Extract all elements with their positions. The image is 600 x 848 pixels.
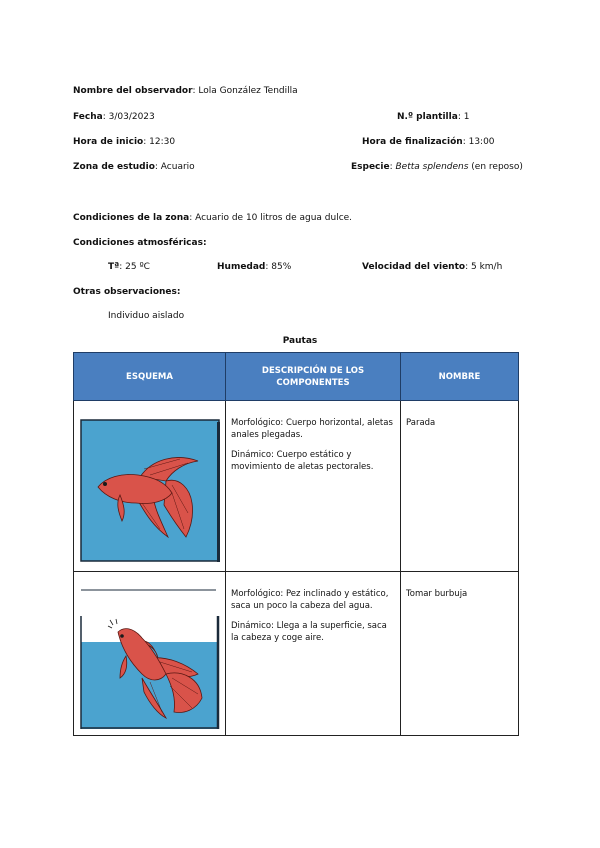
observer-value: Lola González Tendilla [198,86,298,96]
schema-cell [74,401,226,572]
zone-conditions-value: Acuario de 10 litros de agua dulce. [195,213,353,223]
sheet-label: N.º plantilla [397,112,458,122]
header-schema: ESQUEMA [74,353,226,401]
date-label: Fecha [73,112,103,122]
patterns-table [73,352,519,736]
date-line: Fecha: 3/03/2023 [73,112,155,122]
dynamic-description: Dinámico: Llega a la superficie, saca la cabeza y coge aire. [231,621,387,643]
name-cell [401,572,519,736]
dynamic-description: Dinámico: Cuerpo estático y movimiento de aletas pectorales. [231,450,374,472]
schema-cell [74,572,226,736]
end-value: 13:00 [468,137,495,147]
table-row [74,401,519,572]
species-label: Especie [351,162,390,172]
name-cell [401,401,519,572]
wind-value: 5 km/h [470,262,503,272]
end-label: Hora de finalización [362,137,463,147]
description-cell [226,401,401,572]
zone-line: Zona de estudio: Acuario [73,162,195,172]
species-scientific: Betta splendens [395,162,469,172]
date-value: 3/03/2023 [108,112,155,122]
start-label: Hora de inicio [73,137,144,147]
observer-line: Nombre del observador: Lola González Tendilla [73,86,298,96]
wind-line: Velocidad del viento: 5 km/h [362,262,503,272]
zone-conditions-label: Condiciones de la zona [73,213,190,223]
species-line: Especie: Betta splendens (en reposo) [351,162,523,172]
other-value: Individuo aislado [108,311,185,321]
observer-label: Nombre del observador [73,86,193,96]
zone-conditions-line: Condiciones de la zona: Acuario de 10 litros de agua dulce. [73,213,353,223]
table-header-row [74,353,519,401]
betta-fish-surface-image [80,586,220,730]
betta-fish-underwater-image [80,419,220,562]
header-name: NOMBRE [401,353,519,401]
morphological-description: Morfológico: Cuerpo horizontal, aletas anales plegadas. [231,418,393,440]
wind-label: Velocidad del viento [362,262,466,272]
zone-label: Zona de estudio [73,162,155,172]
sheet-value: 1 [463,112,470,122]
temp-label: Tª [108,262,120,272]
sheet-line: N.º plantilla: 1 [397,112,470,122]
temp-line: Tª: 25 ºC [108,262,150,272]
morphological-description: Morfológico: Pez inclinado y estático, saca un poco la cabeza del agua. [231,589,389,611]
atmos-label: Condiciones atmosféricas [73,238,203,248]
header-description: DESCRIPCIÓN DE LOS COMPONENTES [226,353,401,401]
table-row [74,572,519,736]
start-value: 12:30 [149,137,176,147]
other-line: Otras observaciones: [73,287,181,297]
other-label: Otras observaciones [73,287,177,297]
humidity-value: 85% [271,262,292,272]
humidity-line: Humedad: 85% [217,262,292,272]
start-line: Hora de inicio: 12:30 [73,137,176,147]
zone-value: Acuario [160,162,195,172]
pattern-name: Parada [406,418,436,428]
temp-value: 25 ºC [125,262,150,272]
species-note: (en reposo) [471,162,523,172]
atmos-line: Condiciones atmosféricas: [73,238,207,248]
description-cell [226,572,401,736]
table-title: Pautas [282,336,318,346]
pattern-name: Tomar burbuja [406,589,468,599]
humidity-label: Humedad [217,262,266,272]
end-line: Hora de finalización: 13:00 [362,137,495,147]
